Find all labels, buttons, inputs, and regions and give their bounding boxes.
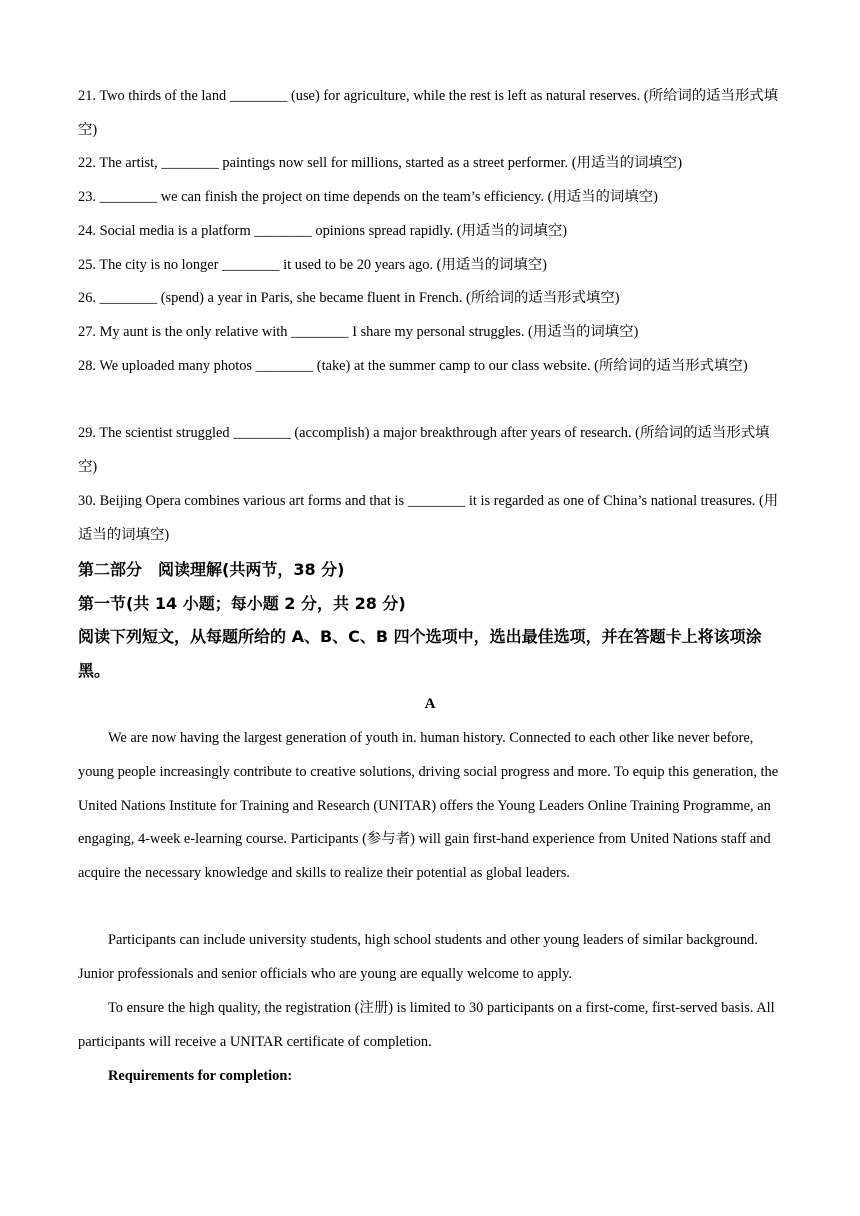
question-30: 30. Beijing Opera combines various art forms and that is ________ it is regarded as one of China’s national treasures. (用适当的词填空) bbox=[78, 493, 779, 543]
question-28: 28. We uploaded many photos ________ (take) at the summer camp to our class website. (所给词的适当形式填空) bbox=[78, 358, 748, 374]
question-23: 23. ________ we can finish the project on time depends on the team’s efficiency. (用适当的词填空) bbox=[78, 189, 658, 205]
passage-label: A bbox=[424, 696, 436, 712]
question-24: 24. Social media is a platform ________ opinions spread rapidly. (用适当的词填空) bbox=[78, 223, 568, 239]
question-29: 29. The scientist struggled ________ (accomplish) a major breakthrough after years of research. (所给词的适当形式填空) bbox=[78, 425, 770, 475]
question-26: 26. ________ (spend) a year in Paris, she became fluent in French. (所给词的适当形式填空) bbox=[78, 290, 620, 306]
passage-paragraph: Participants can include university students, high school students and other young leaders of similar background. Junior professionals and senior officials who are young are equally welcome to apply. bbox=[78, 932, 758, 982]
question-27: 27. My aunt is the only relative with ________ I share my personal struggles. (用适当的词填空) bbox=[78, 324, 639, 340]
section-title: 第一节(共 14 小题；每小题 2 分，共 28 分) bbox=[78, 594, 406, 613]
question-21: 21. Two thirds of the land ________ (use) for agriculture, while the rest is left as natural reserves. (所给词的适当形式填空) bbox=[78, 88, 779, 138]
passage-paragraph: We are now having the largest generation of youth in. human history. Connected to each other like never before, young people increasingly contribute to creative solutions, driving social progress and more. To equip this generation, the United Nations Institute for Training and Research (UNITAR) offers the Young Leaders Online Training Programme, an engaging, 4-week e-learning course. Participants (参与者) will gain first-hand experience from United Nations staff and acquire the necessary knowledge and skills to realize their potential as global leaders. bbox=[78, 730, 779, 882]
question-25: 25. The city is no longer ________ it used to be 20 years ago. (用适当的词填空) bbox=[78, 257, 547, 273]
section-instruction: 阅读下列短文，从每题所给的 A、B、C、B 四个选项中，选出最佳选项，并在答题卡上将该项涂黑。 bbox=[78, 627, 762, 680]
part-title: 第二部分 阅读理解(共两节，38 分) bbox=[78, 560, 345, 579]
question-22: 22. The artist, ________ paintings now sell for millions, started as a street performer. (用适当的词填空) bbox=[78, 155, 683, 171]
requirements-heading: Requirements for completion: bbox=[108, 1068, 293, 1084]
passage-paragraph: To ensure the high quality, the registration (注册) is limited to 30 participants on a first-come, first-served basis. All participants will receive a UNITAR certificate of completion. bbox=[78, 1000, 775, 1050]
